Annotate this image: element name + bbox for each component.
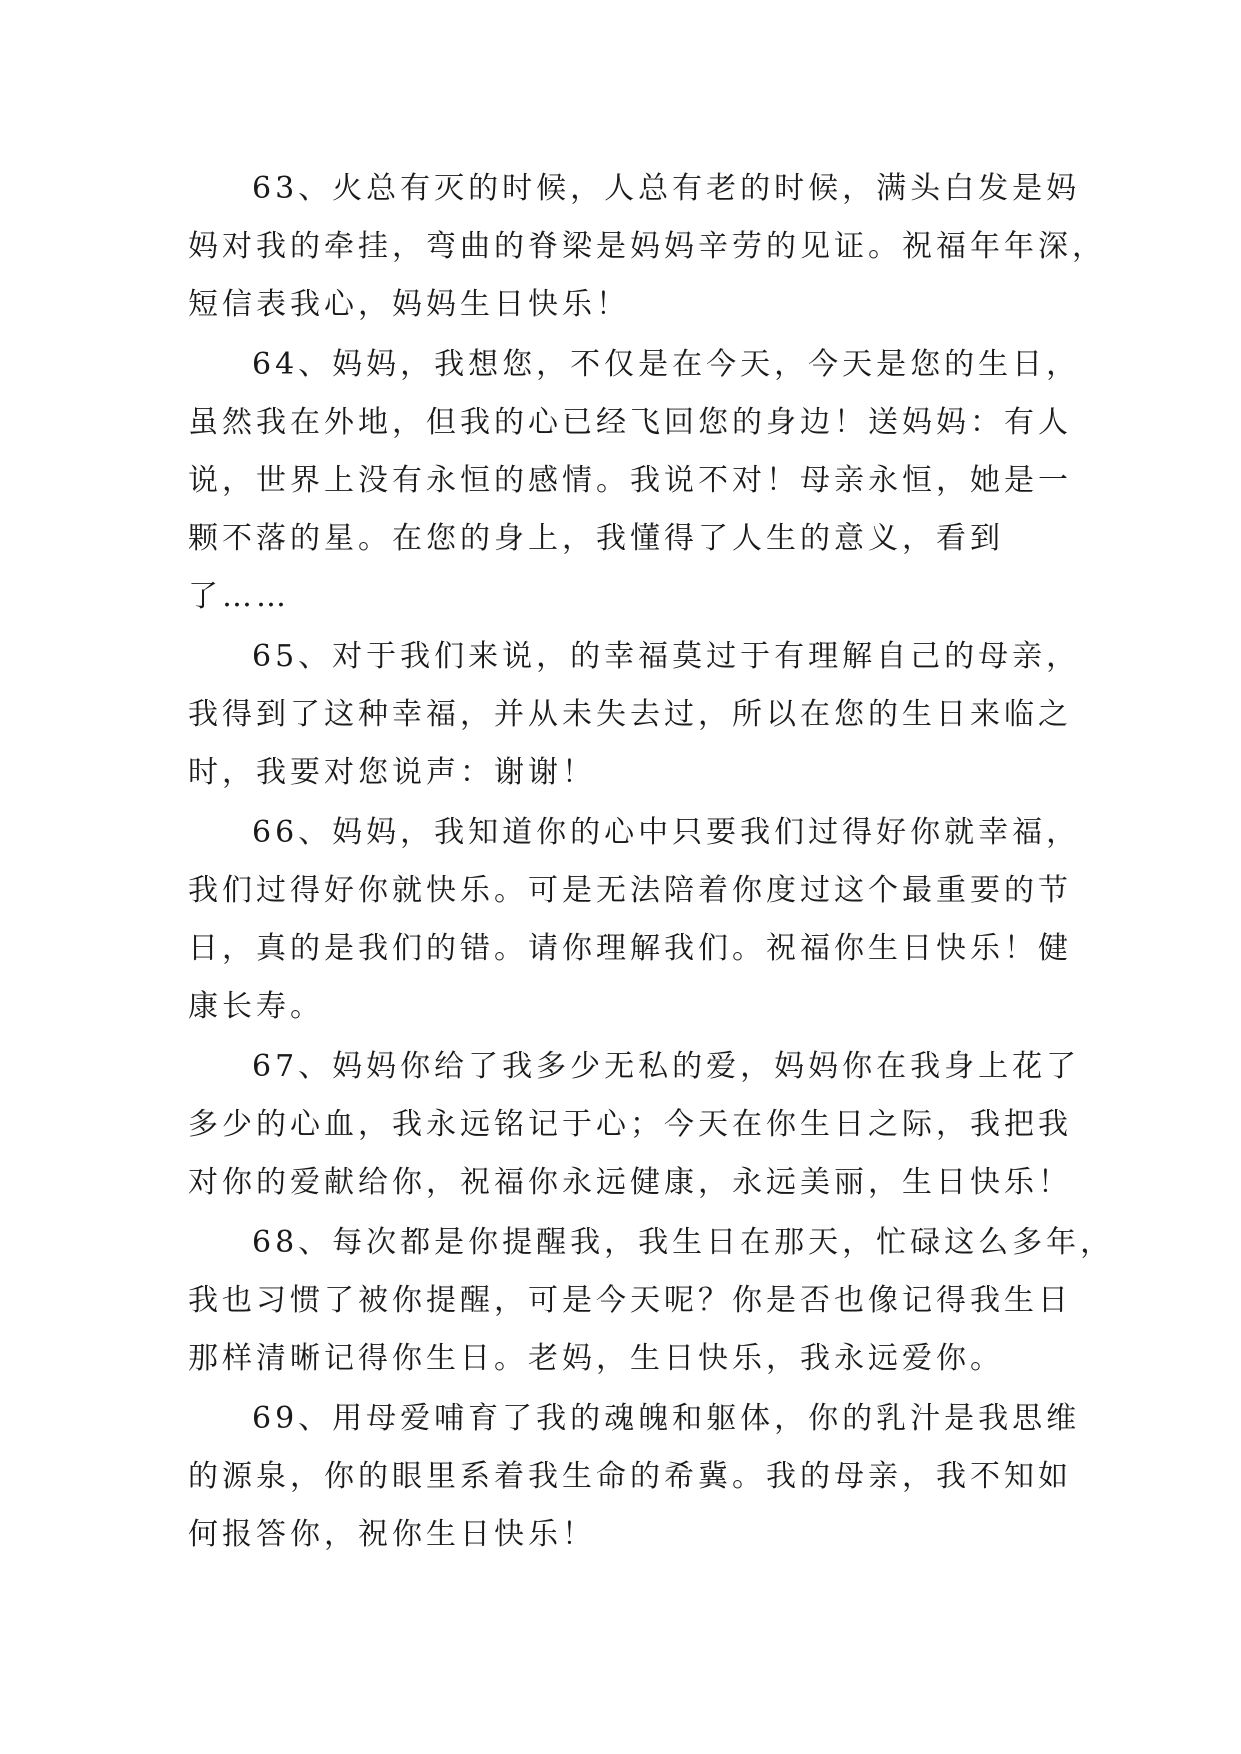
- paragraph-66: [188, 804, 1081, 1036]
- text-line: 66、妈妈，我知道你的心中只要我们过得好你就幸福，: [252, 815, 1081, 850]
- text-line: 那样清晰记得你生日。老妈，生日快乐，我永远爱你。: [188, 1341, 1004, 1376]
- text-line: 的源泉，你的眼里系着我生命的希冀。我的母亲，我不知如: [188, 1459, 1072, 1494]
- paragraph-69: [188, 1390, 1081, 1564]
- text-line: 了……: [188, 579, 290, 614]
- text-line: 康长寿。: [188, 989, 324, 1024]
- text-line: 对你的爱献给你，祝福你永远健康，永远美丽，生日快乐！: [188, 1165, 1072, 1200]
- paragraph-68: [188, 1214, 1115, 1388]
- text-line: 我们过得好你就快乐。可是无法陪着你度过这个最重要的节: [188, 873, 1072, 908]
- text-line: 多少的心血，我永远铭记于心；今天在你生日之际，我把我: [188, 1107, 1072, 1142]
- text-line: 我得到了这种幸福，并从未失去过，所以在您的生日来临之: [188, 697, 1072, 732]
- text-line: 我也习惯了被你提醒，可是今天呢？你是否也像记得我生日: [188, 1283, 1072, 1318]
- paragraph-64: [188, 336, 1081, 626]
- paragraph-67: [188, 1038, 1081, 1212]
- text-line: 67、妈妈你给了我多少无私的爱，妈妈你在我身上花了: [252, 1049, 1081, 1084]
- text-line: 63、火总有灭的时候，人总有老的时候，满头白发是妈: [252, 171, 1081, 206]
- text-line: 说，世界上没有永恒的感情。我说不对！母亲永恒，她是一: [188, 463, 1072, 498]
- text-line: 65、对于我们来说，的幸福莫过于有理解自己的母亲，: [252, 639, 1081, 674]
- text-line: 68、每次都是你提醒我，我生日在那天，忙碌这么多年，: [252, 1225, 1115, 1260]
- paragraph-63: [188, 160, 1106, 334]
- text-line: 虽然我在外地，但我的心已经飞回您的身边！送妈妈：有人: [188, 405, 1072, 440]
- text-line: 颗不落的星。在您的身上，我懂得了人生的意义，看到: [188, 521, 1004, 556]
- document-body: [188, 160, 1115, 1566]
- text-line: 69、用母爱哺育了我的魂魄和躯体，你的乳汁是我思维: [252, 1401, 1081, 1436]
- text-line: 何报答你，祝你生日快乐！: [188, 1517, 596, 1552]
- text-line: 时，我要对您说声：谢谢！: [188, 755, 596, 790]
- text-line: 短信表我心，妈妈生日快乐！: [188, 287, 630, 322]
- text-line: 日，真的是我们的错。请你理解我们。祝福你生日快乐！健: [188, 931, 1072, 966]
- text-line: 64、妈妈，我想您，不仅是在今天，今天是您的生日，: [252, 347, 1081, 382]
- text-line: 妈对我的牵挂，弯曲的脊梁是妈妈辛劳的见证。祝福年年深，: [188, 229, 1106, 264]
- paragraph-65: [188, 628, 1081, 802]
